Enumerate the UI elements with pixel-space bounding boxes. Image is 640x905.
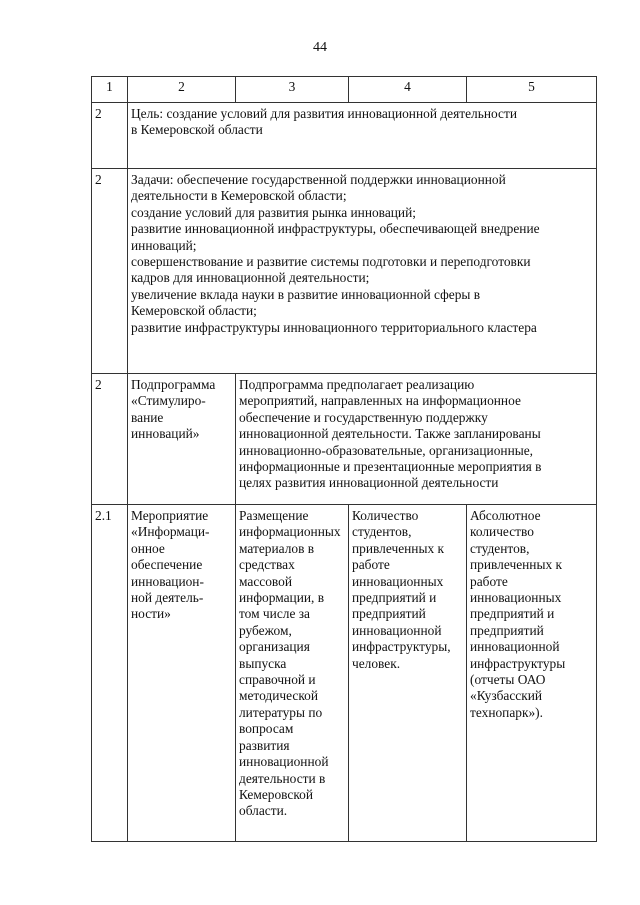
subprogram-description <box>236 374 597 505</box>
tasks-text <box>128 169 597 374</box>
header-cell-3: 3 <box>236 77 349 103</box>
text-line: средствах <box>239 557 295 573</box>
text-line: увеличение вклада науки в развитие инновационной сферы в <box>131 286 481 302</box>
measure-number: 2.1 <box>92 505 128 842</box>
text-line: Кемеровской <box>239 786 314 802</box>
program-table <box>91 76 597 842</box>
text-line: создание условий для развития рынка инноваций; <box>131 204 416 220</box>
text-line: рубежом, <box>239 622 292 638</box>
text-line: привлеченных к <box>352 540 445 556</box>
text-line: предприятий <box>352 606 426 622</box>
text-line: инновационных <box>470 590 562 606</box>
text-line: развитие инновационной инфраструктуры, обеспечивающей внедрение <box>131 221 540 237</box>
text-line: том числе за <box>239 606 310 622</box>
text-line: Задачи: обеспечение государственной поддержки инновационной <box>131 172 506 187</box>
text-line: студентов, <box>352 524 412 540</box>
text-line: студентов, <box>470 540 530 556</box>
goal-row <box>92 103 597 169</box>
header-cell-5: 5 <box>467 77 597 103</box>
subprogram-name <box>128 374 236 505</box>
text-line: мероприятий, направленных на информационное <box>239 393 521 409</box>
tasks-number: 2 <box>92 169 128 374</box>
page-number: 44 <box>313 40 327 55</box>
text-line: количество <box>470 524 534 540</box>
text-line: деятельности в <box>239 770 326 786</box>
measure-name <box>128 505 236 842</box>
text-line: Абсолютное <box>470 508 541 523</box>
text-line: предприятий и <box>352 590 437 606</box>
text-line: инноваций; <box>131 237 197 253</box>
subprogram-number: 2 <box>92 374 128 505</box>
text-line: ности» <box>131 606 171 622</box>
text-line: инфраструктуры, <box>352 639 451 655</box>
text-line: (отчеты ОАО <box>470 672 546 688</box>
text-line: литературы по <box>239 704 323 720</box>
text-line: Мероприятие <box>131 508 209 523</box>
measure-row <box>92 505 597 842</box>
text-line: «Стимулиро- <box>131 393 206 409</box>
text-line: инновационной <box>239 754 329 770</box>
text-line: обеспечение <box>131 557 203 573</box>
text-line: технопарк»). <box>470 704 543 720</box>
text-line: инновацион- <box>131 573 204 589</box>
text-line: справочной и <box>239 672 316 688</box>
text-line: совершенствование и развитие системы подготовки и переподготовки <box>131 254 531 270</box>
tasks-row <box>92 169 597 374</box>
goal-text <box>128 103 597 169</box>
text-line: «Информаци- <box>131 524 210 540</box>
text-line: вопросам <box>239 721 294 737</box>
text-line: Подпрограмма предполагает реализацию <box>239 377 475 392</box>
subprogram-row <box>92 374 597 505</box>
text-line: выпуска <box>239 655 287 671</box>
text-line: человек. <box>352 655 401 671</box>
text-line: ной деятель- <box>131 590 204 606</box>
text-line: организация <box>239 639 310 655</box>
text-line: инновационно-образовательные, организационные, <box>239 442 534 458</box>
text-line: инфраструктуры <box>470 655 566 671</box>
text-line: информационные и презентационные мероприятия в <box>239 459 542 475</box>
text-line: области. <box>239 803 288 819</box>
text-line: привлеченных к <box>470 557 563 573</box>
text-line: целях развития инновационной деятельности <box>239 475 499 491</box>
text-line: инновационной деятельности. Также запланированы <box>239 426 541 442</box>
measure-description <box>236 505 349 842</box>
header-row <box>92 77 597 103</box>
text-line: массовой <box>239 573 293 589</box>
text-line: деятельности в Кемеровской области; <box>131 188 347 204</box>
text-line: работе <box>470 573 508 589</box>
text-line: развитие инфраструктуры инновационного территориального кластера <box>131 319 537 335</box>
text-line: обеспечение и государственную поддержку <box>239 409 488 425</box>
text-line: инновационных <box>352 573 444 589</box>
text-line: материалов в <box>239 540 315 556</box>
text-line: инноваций» <box>131 426 200 442</box>
text-line: «Кузбасский <box>470 688 543 704</box>
text-line: Цель: создание условий для развития инновационной деятельности <box>131 106 518 121</box>
text-line: предприятий и <box>470 606 555 622</box>
text-line: развития <box>239 737 290 753</box>
text-line: Размещение <box>239 508 309 523</box>
text-line: предприятий <box>470 622 544 638</box>
header-cell-2: 2 <box>128 77 236 103</box>
text-line: в Кемеровской области <box>131 122 263 138</box>
text-line: информационных <box>239 524 341 540</box>
text-line: Количество <box>352 508 419 523</box>
header-cell-1: 1 <box>92 77 128 103</box>
text-line: работе <box>352 557 390 573</box>
text-line: инновационной <box>470 639 560 655</box>
measure-indicator <box>349 505 467 842</box>
text-line: вание <box>131 409 164 425</box>
text-line: Кемеровской области; <box>131 303 257 319</box>
text-line: онное <box>131 540 165 556</box>
text-line: инновационной <box>352 622 442 638</box>
header-cell-4: 4 <box>349 77 467 103</box>
text-line: Подпрограмма <box>131 377 216 392</box>
text-line: кадров для инновационной деятельности; <box>131 270 370 286</box>
goal-number: 2 <box>92 103 128 169</box>
text-line: методической <box>239 688 319 704</box>
measure-indicator-method <box>467 505 597 842</box>
text-line: информации, в <box>239 590 325 606</box>
